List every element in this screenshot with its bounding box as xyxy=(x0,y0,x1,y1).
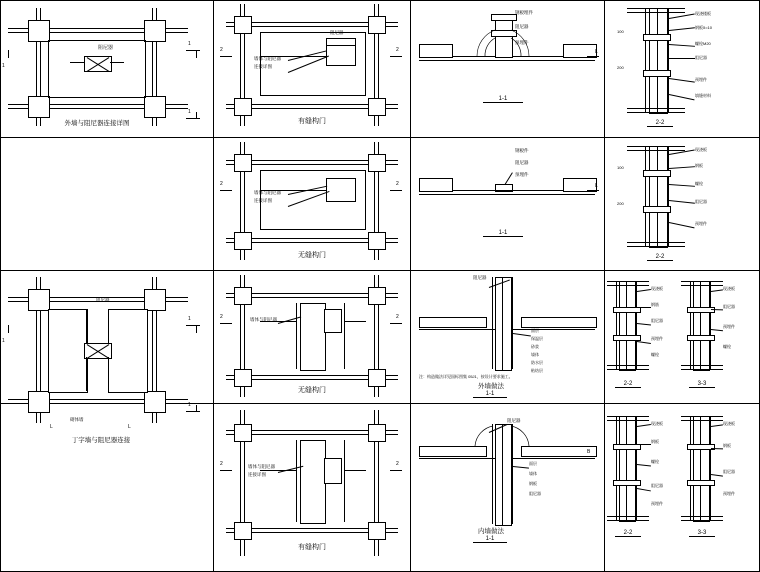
column-block xyxy=(28,20,50,42)
section-mark-right-2: 1 xyxy=(188,402,191,408)
callout-1: 面层 xyxy=(531,328,539,333)
axis-label-left: 1 xyxy=(2,338,5,344)
panel-9-caption: 无缝构门 xyxy=(298,387,326,394)
swing-arcs xyxy=(411,0,604,137)
callout-a4: 预埋件 xyxy=(651,336,663,341)
panel-no-seam-door-1 xyxy=(214,138,410,270)
panel-10-caption: 外墙做法 xyxy=(478,383,504,390)
panel-section-1-1-a xyxy=(411,0,604,137)
section-mark-left: 2 xyxy=(220,47,223,53)
note-steel-plate: 钢板埋件 xyxy=(515,10,533,15)
section-mark-right: 2 xyxy=(396,181,399,187)
section-tag-right: L xyxy=(595,183,598,189)
callout-4: 阻尼器 xyxy=(695,55,707,60)
section-mark-left: 2 xyxy=(220,461,223,467)
slab-left xyxy=(419,317,487,328)
callout-a3: 螺栓 xyxy=(651,459,659,464)
column-block xyxy=(144,20,166,42)
panel-wall-damper-plan xyxy=(0,0,213,137)
tag-damper: 阻尼器 xyxy=(96,297,110,302)
column-block xyxy=(144,96,166,118)
support-block-left xyxy=(419,178,453,192)
callout-2: 钢板 xyxy=(695,163,703,168)
panel-4-caption: 2-2 xyxy=(647,120,673,127)
dim-label: 阻尼器 xyxy=(98,45,114,51)
section-mark-label-2: 1 xyxy=(188,109,191,115)
callout-6: 填缝材料 xyxy=(695,93,711,98)
panel-3-caption: 1-1 xyxy=(483,96,523,103)
callout-3: 螺栓M20 xyxy=(695,41,711,46)
column-block xyxy=(28,96,50,118)
callout-3: 砂浆 xyxy=(531,344,539,349)
panel-14-caption-a: 2-2 xyxy=(615,530,641,537)
callout-b4: 预埋件 xyxy=(723,491,735,496)
section-mark-right: 2 xyxy=(396,47,399,53)
dim-left-1: 100 xyxy=(617,165,624,170)
callout-a5: 螺栓 xyxy=(651,352,659,357)
callout-1: 面层 xyxy=(529,461,537,466)
callout-a2: 钢筋 xyxy=(651,302,659,307)
note-misc: 预埋件 xyxy=(515,40,529,45)
dim-mark-b: L xyxy=(128,424,131,430)
dim-left-2: 200 xyxy=(617,65,624,70)
panel-1-caption: 外墙与阻尼器连接详图 xyxy=(64,120,130,127)
section-tag-right: B xyxy=(587,449,591,455)
note-label: 墙体与阻尼器 xyxy=(250,317,277,322)
panel-11-caption-b: 3-3 xyxy=(689,381,715,388)
note-label-2: 连接详图 xyxy=(254,64,272,69)
brick-infill-vertical xyxy=(300,303,326,371)
callout-b3: 预埋件 xyxy=(723,324,735,329)
panel-14-caption-b: 3-3 xyxy=(689,530,715,537)
callout-2: 保温层 xyxy=(531,336,543,341)
callout-a3: 阻尼器 xyxy=(651,318,663,323)
callout-b1: 现浇板 xyxy=(723,286,735,291)
section-tag-right: L xyxy=(595,49,598,55)
note-2: 阻尼器 xyxy=(515,160,529,165)
callout-a2: 钢板 xyxy=(651,439,659,444)
section-mark-right: 2 xyxy=(396,461,399,467)
section-mark-label: 1 xyxy=(188,41,191,47)
section-mark-right-1: 1 xyxy=(188,316,191,322)
wall-layer-b xyxy=(502,277,512,371)
section-mark-right: 2 xyxy=(396,314,399,320)
panel-section-1-1-b xyxy=(411,138,604,270)
callout-5: 预埋件 xyxy=(695,77,707,82)
panel-exterior-wall-detail xyxy=(411,271,604,403)
callout-a4: 阻尼器 xyxy=(651,483,663,488)
tag-wall: 砌体墙 xyxy=(70,417,84,422)
section-mark-left: 2 xyxy=(220,314,223,320)
panel-with-seam-door-1 xyxy=(214,0,410,137)
panel-10-note: 注：构造做法详见国标图集 05J1，按设计要求施工。 xyxy=(419,374,513,379)
brick-panel-right xyxy=(108,309,148,393)
callout-4: 墙体 xyxy=(531,352,539,357)
callout-3: 钢板 xyxy=(529,481,537,486)
callout-1: 现浇板 xyxy=(695,147,707,152)
note-top: 阻尼器 xyxy=(507,418,521,423)
dim-left-2: 200 xyxy=(617,201,624,206)
note-1: 钢板件 xyxy=(515,148,529,153)
axis-label-left: 1 xyxy=(2,63,5,69)
panel-no-seam-door-2 xyxy=(214,271,410,403)
panel-8-caption: 丁字墙与阻尼器连接 xyxy=(71,437,131,444)
panel-t-wall-damper-plan xyxy=(0,271,213,571)
panel-13-caption: 内墙做法 xyxy=(478,528,504,535)
callout-b1: 现浇板 xyxy=(723,421,735,426)
note-damper: 阻尼器 xyxy=(515,24,529,29)
wall-layer-b xyxy=(657,8,668,114)
brick-infill-vertical xyxy=(300,440,326,524)
callout-b3: 阻尼器 xyxy=(723,469,735,474)
callout-6: 粘结层 xyxy=(531,368,543,373)
dim-left-1: 100 xyxy=(617,29,624,34)
callout-b2: 阻尼器 xyxy=(723,304,735,309)
panel-section-2-2-a xyxy=(605,0,759,137)
callout-b4: 螺栓 xyxy=(723,344,731,349)
note-label-1: 墙体与阻尼器 xyxy=(254,190,281,195)
callout-b2: 钢板 xyxy=(723,443,731,448)
callout-5: 预埋件 xyxy=(695,221,707,226)
panel-13-sub: 1-1 xyxy=(473,536,507,543)
damper-symbol xyxy=(84,56,112,72)
callout-3: 螺栓 xyxy=(695,181,703,186)
note-top: 阻尼器 xyxy=(473,275,487,280)
callout-a1: 现浇板 xyxy=(651,421,663,426)
panel-12-caption: 有缝构门 xyxy=(298,544,326,551)
damper-hatch xyxy=(324,309,342,333)
brick-panel-left xyxy=(48,309,88,393)
callout-a1: 现浇板 xyxy=(651,286,663,291)
damper-tag: 阻尼器 xyxy=(330,30,344,35)
damper-hatch xyxy=(324,458,342,484)
callout-5: 防水层 xyxy=(531,360,543,365)
callout-2: 钢板δ=10 xyxy=(695,25,713,30)
callout-a5: 预埋件 xyxy=(651,501,663,506)
callout-2: 墙体 xyxy=(529,471,537,476)
wall-layer-b xyxy=(657,146,668,248)
brick-infill xyxy=(326,178,356,202)
callout-4: 阻尼器 xyxy=(529,491,541,496)
damper-hatch xyxy=(326,44,356,66)
callout-1: 现浇楼板 xyxy=(695,11,711,16)
panel-with-seam-door-2 xyxy=(214,404,410,571)
panel-2-caption: 有缝构门 xyxy=(298,118,326,125)
panel-7-caption: 2-2 xyxy=(647,254,673,261)
note-label-1: 墙体与阻尼器 xyxy=(254,56,281,61)
swing-arcs xyxy=(411,404,604,571)
note-3: 预埋件 xyxy=(515,172,529,177)
note-label-1: 墙体与阻尼器 xyxy=(248,464,275,469)
panel-10-sub: 1-1 xyxy=(473,391,507,398)
panel-sections-2-2-3-3-b xyxy=(605,404,759,571)
panel-6-caption: 1-1 xyxy=(483,230,523,237)
panel-section-2-2-b xyxy=(605,138,759,270)
panel-sections-2-2-3-3-a xyxy=(605,271,759,403)
callout-4: 阻尼器 xyxy=(695,199,707,204)
slab-right xyxy=(521,317,597,328)
panel-11-caption-a: 2-2 xyxy=(615,381,641,388)
dim-mark-a: L xyxy=(50,424,53,430)
note-label-2: 连接详图 xyxy=(254,198,272,203)
note-label-2: 连接详图 xyxy=(248,472,266,477)
panel-interior-wall-detail xyxy=(411,404,604,571)
panel-5-caption: 无缝构门 xyxy=(298,252,326,259)
section-mark-left: 2 xyxy=(220,181,223,187)
